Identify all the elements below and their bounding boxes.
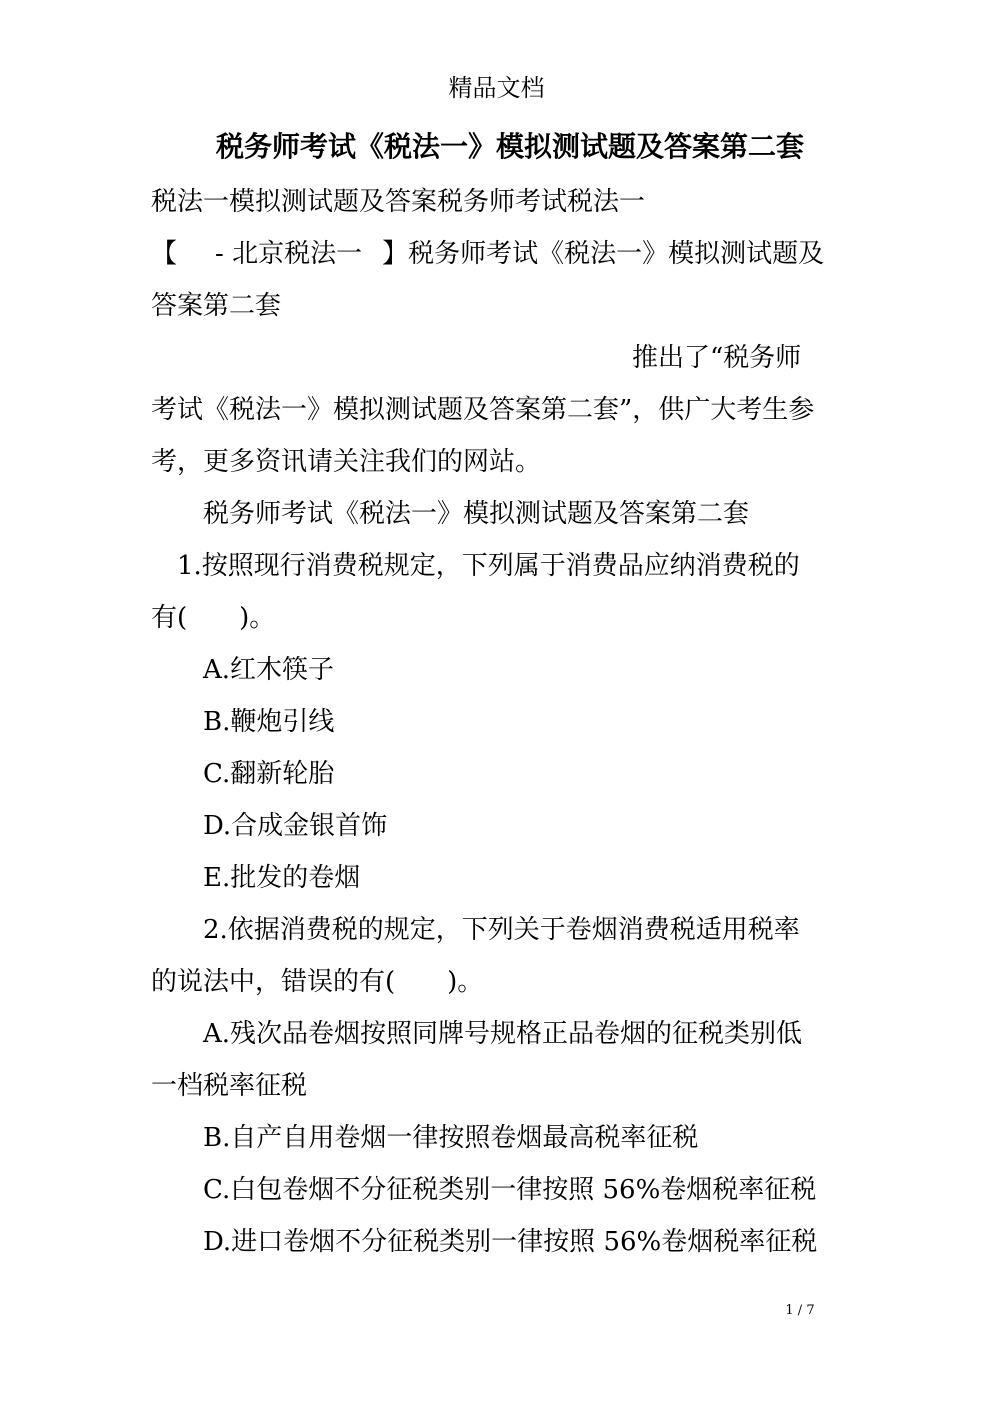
q1-option-c: C.翻新轮胎 — [203, 759, 335, 789]
q1-option-a: A.红木筷子 — [203, 655, 335, 685]
intro-line-6: 考，更多资讯请关注我们的网站。 — [151, 447, 542, 477]
page-number: 1 / 7 — [785, 1303, 815, 1318]
q2-option-c: C.白包卷烟不分征税类别一律按照 56%卷烟税率征税 — [203, 1175, 817, 1205]
bracket-source: - 北京税法一 — [215, 239, 363, 269]
q2-option-a-line-2: 一档税率征税 — [151, 1071, 308, 1101]
intro-line-4: 推出了“税务师 — [632, 343, 802, 373]
q1-stem-line-1: 1.按照现行消费税规定，下列属于消费品应纳消费税的 — [177, 551, 800, 581]
q2-option-d: D.进口卷烟不分征税类别一律按照 56%卷烟税率征税 — [203, 1227, 818, 1257]
section-subtitle: 税务师考试《税法一》模拟测试题及答案第二套 — [203, 499, 750, 529]
q1-option-d: D.合成金银首饰 — [203, 811, 388, 841]
q2-option-b: B.自产自用卷烟一律按照卷烟最高税率征税 — [203, 1123, 699, 1153]
q1-stem-line-2: 有( )。 — [151, 603, 276, 633]
q1-option-e: E.批发的卷烟 — [203, 863, 361, 893]
intro-line-5: 考试《税法一》模拟测试题及答案第二套”，供广大考生参 — [151, 395, 815, 425]
page-header: 精品文档 — [448, 74, 545, 102]
intro-line-2 — [151, 238, 851, 270]
intro-line-1: 税法一模拟测试题及答案税务师考试税法一 — [151, 187, 646, 217]
q1-option-b: B.鞭炮引线 — [203, 707, 335, 737]
q2-option-a-line-1: A.残次品卷烟按照同牌号规格正品卷烟的征税类别低 — [203, 1019, 803, 1049]
intro-line-3: 答案第二套 — [151, 291, 282, 321]
q2-stem-line-1: 2.依据消费税的规定，下列关于卷烟消费税适用税率 — [203, 915, 800, 945]
bracket-close-text: 】税务师考试《税法一》模拟测试题及 — [382, 239, 825, 269]
document-title: 税务师考试《税法一》模拟测试题及答案第二套 — [215, 130, 804, 163]
q2-stem-line-2: 的说法中，错误的有( )。 — [151, 967, 484, 997]
bracket-open: 【 — [151, 239, 178, 269]
